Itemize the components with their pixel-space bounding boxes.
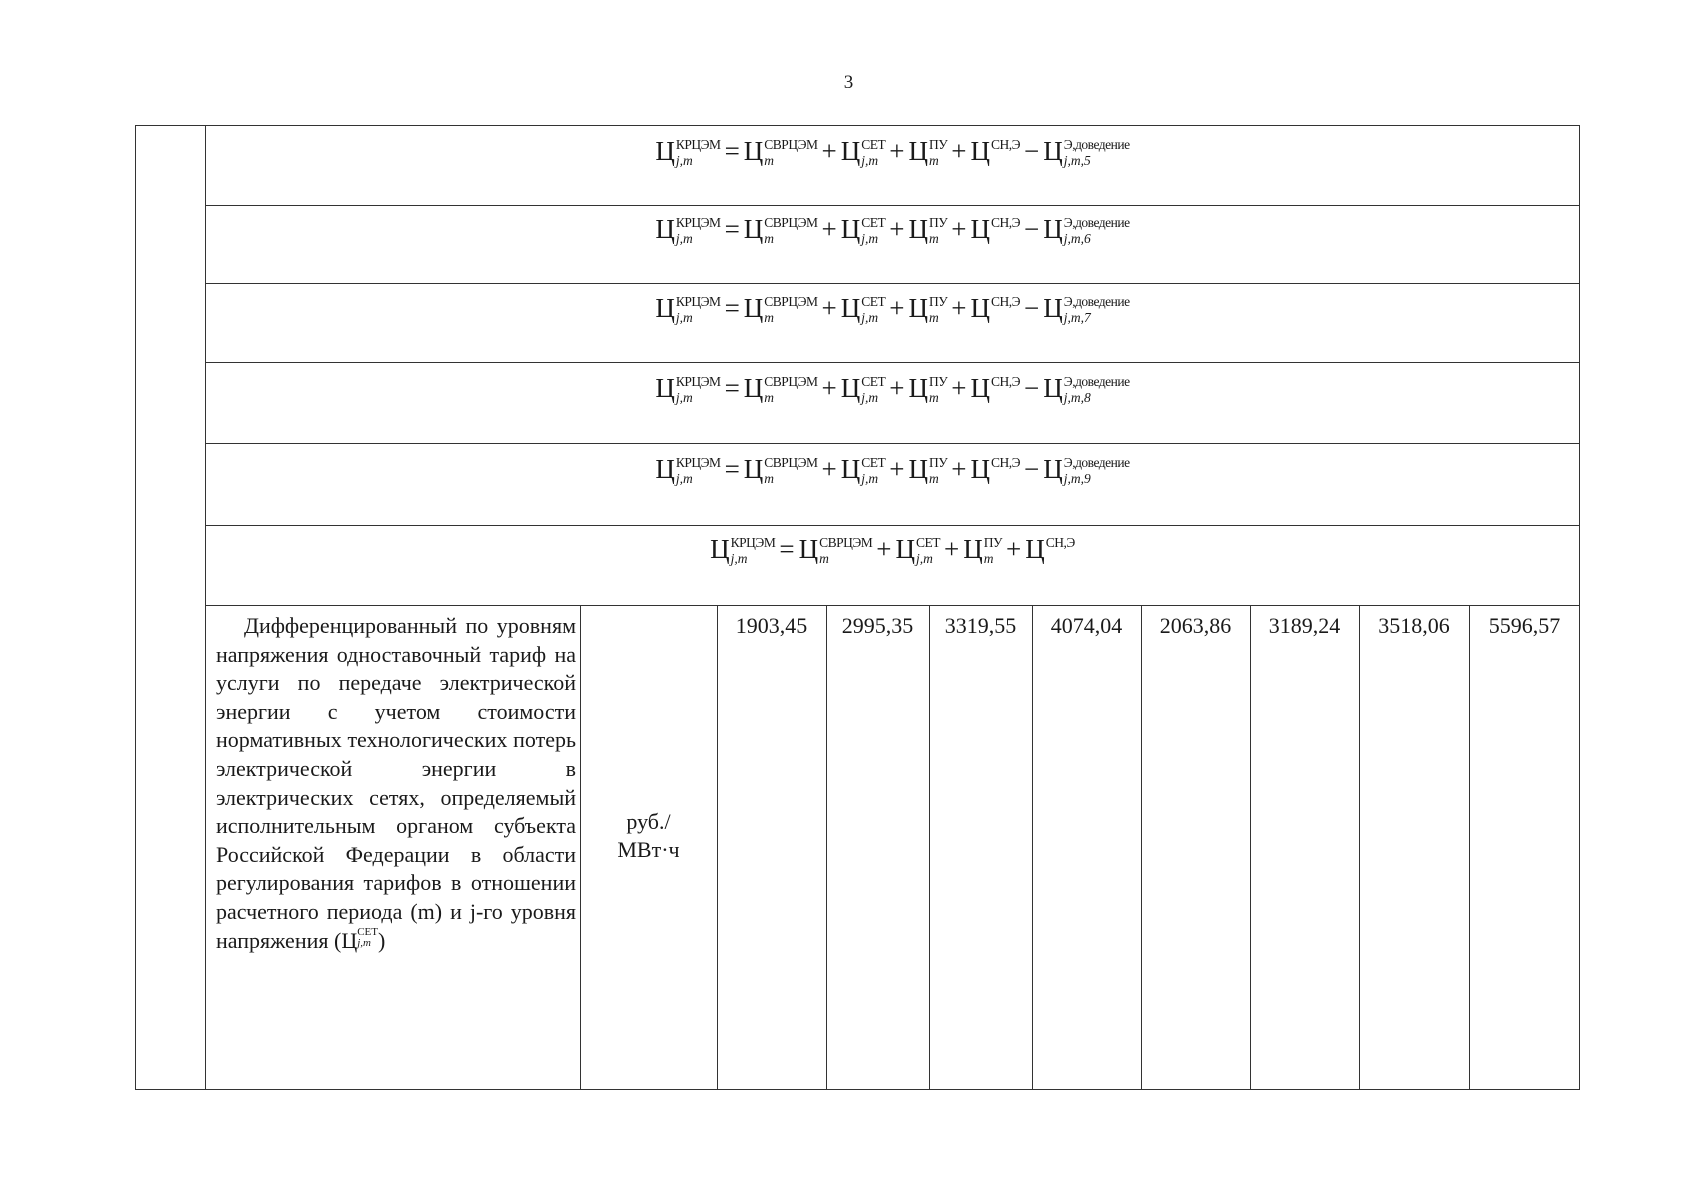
term-base: Ц: [1043, 136, 1063, 166]
term-subscript: m: [764, 310, 775, 326]
value-cell: 3319,55: [944, 613, 1017, 638]
term-subscript: j,m: [675, 471, 693, 487]
formula-operator: +: [889, 293, 905, 323]
term-superscript: СВРЦЭМ: [764, 374, 818, 389]
formula-operator: =: [724, 293, 740, 323]
term-base: Ц: [840, 454, 861, 484]
term-base: Ц: [743, 214, 764, 244]
term-base: Ц: [743, 373, 764, 403]
term-superscript: СВРЦЭМ: [764, 215, 818, 230]
formula-term: [799, 536, 873, 566]
formula-operator: +: [944, 534, 960, 564]
term-subscript: m: [764, 390, 775, 406]
formula-term: [908, 138, 947, 168]
term-superscript: Э,доведение: [1063, 137, 1130, 152]
formula-operator: +: [821, 454, 837, 484]
term-superscript: СН,Э: [991, 455, 1021, 470]
row-divider: [205, 525, 1580, 526]
formula-term: [1043, 375, 1129, 405]
term-superscript: ПУ: [928, 137, 948, 152]
term-superscript: Э,доведение: [1063, 455, 1130, 470]
term-superscript: КРЦЭМ: [675, 455, 721, 470]
formula-term: [1043, 138, 1129, 168]
formula-term: [1043, 456, 1129, 486]
formula-row: [205, 456, 1580, 486]
term-base: Ц: [743, 293, 764, 323]
term-superscript: СЕТ: [861, 374, 886, 389]
term-subscript: m: [764, 153, 775, 169]
term-base: Ц: [655, 136, 675, 166]
formula-term: [908, 216, 947, 246]
formula-operator: +: [821, 214, 837, 244]
term-superscript: СН,Э: [991, 137, 1021, 152]
formula-term: [744, 456, 818, 486]
value-cell: 4074,04: [1050, 613, 1123, 638]
formula-operator: =: [724, 454, 740, 484]
term-base: Ц: [1025, 534, 1045, 564]
term-subscript: m: [819, 551, 829, 567]
term-superscript: КРЦЭМ: [730, 535, 776, 550]
value-cell: 5596,57: [1488, 613, 1561, 638]
term-superscript: СЕТ: [861, 215, 886, 230]
term-subscript: j,m: [861, 471, 879, 487]
term-superscript: ПУ: [928, 455, 948, 470]
formula-operator: +: [889, 136, 905, 166]
term-subscript: j,m: [916, 551, 933, 567]
term-base: Ц: [908, 373, 928, 403]
formula-operator: +: [889, 373, 905, 403]
term-superscript: Э,доведение: [1063, 374, 1130, 389]
column-divider: [1469, 605, 1470, 1090]
formula-term: [744, 295, 818, 325]
term-base: Ц: [655, 214, 675, 244]
formula-row: [205, 216, 1580, 246]
formula-row: [205, 375, 1580, 405]
term-base: Ц: [895, 534, 915, 564]
formula-operator: =: [724, 136, 740, 166]
unit-cell: [580, 808, 717, 864]
formula-operator: +: [951, 373, 967, 403]
formula-operator: −: [1024, 214, 1040, 244]
column-divider: [1141, 605, 1142, 1090]
formula-operator: =: [779, 534, 795, 564]
term-base: Ц: [655, 373, 675, 403]
tariff-description: [216, 612, 576, 955]
term-superscript: КРЦЭМ: [675, 215, 721, 230]
formula-term: [655, 375, 720, 405]
term-base: Ц: [743, 136, 764, 166]
formula-operator: +: [876, 534, 892, 564]
formula-term: [971, 456, 1021, 483]
value-cell: 3189,24: [1268, 613, 1341, 638]
formula-operator: −: [1024, 373, 1040, 403]
term-base: Ц: [743, 454, 764, 484]
formula-term: [908, 456, 947, 486]
term-base: Ц: [840, 293, 861, 323]
formula-term: [1043, 295, 1129, 325]
term-subscript: j,m: [730, 551, 748, 567]
formula-operator: −: [1024, 454, 1040, 484]
term-base: Ц: [1043, 214, 1063, 244]
term-base: Ц: [970, 136, 990, 166]
term-base: Ц: [840, 373, 861, 403]
row-divider: [205, 283, 1580, 284]
value-cell: 2995,35: [841, 613, 914, 638]
term-base: Ц: [655, 454, 675, 484]
term-subscript: j,m: [861, 310, 879, 326]
term-superscript: СВРЦЭМ: [819, 535, 873, 550]
term-base: Ц: [970, 214, 990, 244]
formula-operator: +: [1006, 534, 1022, 564]
formula-operator: +: [951, 136, 967, 166]
column-divider: [1250, 605, 1251, 1090]
term-superscript: СН,Э: [991, 215, 1021, 230]
term-superscript: КРЦЭМ: [675, 294, 721, 309]
symbol-base: Ц: [341, 927, 358, 953]
term-base: Ц: [840, 214, 861, 244]
formula-term: [971, 138, 1021, 165]
formula-operator: +: [889, 214, 905, 244]
formula-term: [971, 216, 1021, 243]
term-base: Ц: [908, 214, 928, 244]
formula-term: [1043, 216, 1129, 246]
term-subscript: j,m,6: [1063, 231, 1091, 247]
term-base: Ц: [1043, 454, 1063, 484]
formula-term: [971, 295, 1021, 322]
value-cell: 2063,86: [1159, 613, 1232, 638]
formula-term: [841, 295, 886, 325]
formula-operator: +: [951, 214, 967, 244]
term-base: Ц: [908, 293, 928, 323]
term-superscript: КРЦЭМ: [675, 137, 721, 152]
symbol-sub: j,m: [357, 937, 371, 950]
term-base: Ц: [963, 534, 983, 564]
formula-row: [205, 295, 1580, 325]
term-base: Ц: [970, 293, 990, 323]
term-superscript: СВРЦЭМ: [764, 294, 818, 309]
formula-term: [841, 375, 886, 405]
formula-operator: =: [724, 214, 740, 244]
term-superscript: СЕТ: [861, 455, 886, 470]
formula-term: [841, 138, 886, 168]
term-subscript: m: [764, 231, 775, 247]
formula-operator: −: [1024, 136, 1040, 166]
symbol-sup: СЕТ: [357, 925, 378, 938]
formula-operator: =: [724, 373, 740, 403]
term-subscript: j,m: [675, 231, 693, 247]
tariff-symbol: [334, 927, 385, 956]
formula-term: [1025, 536, 1075, 563]
formula-term: [841, 216, 886, 246]
column-divider: [1359, 605, 1360, 1090]
formula-term: [963, 536, 1002, 566]
term-superscript: СВРЦЭМ: [764, 137, 818, 152]
term-subscript: j,m,9: [1063, 471, 1091, 487]
symbol-close-paren: ): [377, 927, 386, 953]
term-subscript: j,m: [861, 390, 879, 406]
formula-row: [205, 536, 1580, 566]
formula-term: [841, 456, 886, 486]
term-superscript: СВРЦЭМ: [764, 455, 818, 470]
formula-operator: +: [821, 136, 837, 166]
formula-term: [744, 216, 818, 246]
term-subscript: m: [928, 153, 939, 169]
row-divider: [205, 605, 1580, 606]
term-subscript: m: [928, 310, 939, 326]
formula-operator: +: [889, 454, 905, 484]
term-superscript: СН,Э: [991, 294, 1021, 309]
formula-operator: −: [1024, 293, 1040, 323]
formula-term: [744, 138, 818, 168]
term-superscript: Э,доведение: [1063, 294, 1130, 309]
term-base: Ц: [840, 136, 861, 166]
term-subscript: m: [928, 390, 939, 406]
term-superscript: СЕТ: [916, 535, 940, 550]
formula-term: [971, 375, 1021, 402]
symbol-open-paren: (: [333, 927, 342, 953]
formula-term: [655, 456, 720, 486]
term-subscript: j,m: [675, 153, 693, 169]
term-subscript: m: [983, 551, 994, 567]
term-base: Ц: [970, 454, 990, 484]
formula-operator: +: [821, 373, 837, 403]
term-superscript: Э,доведение: [1063, 215, 1130, 230]
unit-line-1: руб./: [626, 809, 671, 834]
tariff-description-text: Дифференцированный по уровням напряжения одноставочный тариф на услуги по передаче электрической энергии с учетом стоимости нормативных технологических потерь электрической энергии в электрических сетях, определяемый исполнительным органом субъекта Российской Федерации в области регулирования тарифов в отношении расчетного периода (m) и j-го уровня напряжения: [216, 613, 576, 953]
term-superscript: СН,Э: [991, 374, 1021, 389]
term-subscript: j,m: [861, 231, 879, 247]
term-base: Ц: [798, 534, 819, 564]
unit-line-2: МВт·ч: [617, 837, 680, 862]
term-base: Ц: [970, 373, 990, 403]
term-subscript: m: [764, 471, 775, 487]
row-divider: [205, 205, 1580, 206]
row-divider: [205, 362, 1580, 363]
formula-term: [908, 295, 947, 325]
formula-term: [655, 138, 720, 168]
term-subscript: j,m: [861, 153, 879, 169]
formula-term: [896, 536, 941, 566]
term-superscript: ПУ: [928, 215, 948, 230]
term-base: Ц: [908, 454, 928, 484]
value-cell: 1903,45: [735, 613, 808, 638]
term-subscript: j,m: [675, 310, 693, 326]
formula-term: [655, 295, 720, 325]
formula-row: [205, 138, 1580, 168]
term-superscript: СЕТ: [861, 137, 886, 152]
formula-term: [908, 375, 947, 405]
term-base: Ц: [1043, 293, 1063, 323]
column-divider: [929, 605, 930, 1090]
term-superscript: ПУ: [983, 535, 1003, 550]
term-base: Ц: [710, 534, 730, 564]
term-base: Ц: [1043, 373, 1063, 403]
term-subscript: j,m: [675, 390, 693, 406]
term-superscript: КРЦЭМ: [675, 374, 721, 389]
formula-term: [710, 536, 775, 566]
term-superscript: ПУ: [928, 294, 948, 309]
row-divider: [205, 443, 1580, 444]
formula-operator: +: [821, 293, 837, 323]
term-subscript: j,m,5: [1063, 153, 1091, 169]
term-base: Ц: [908, 136, 928, 166]
column-divider: [205, 125, 206, 1090]
formula-operator: +: [951, 293, 967, 323]
term-superscript: ПУ: [928, 374, 948, 389]
formula-term: [655, 216, 720, 246]
page-number: 3: [843, 72, 854, 93]
formula-term: [744, 375, 818, 405]
term-base: Ц: [655, 293, 675, 323]
term-subscript: m: [928, 231, 939, 247]
column-divider: [826, 605, 827, 1090]
term-superscript: СЕТ: [861, 294, 886, 309]
term-subscript: m: [928, 471, 939, 487]
value-cell: 3518,06: [1378, 613, 1450, 638]
column-divider: [717, 605, 718, 1090]
term-subscript: j,m,8: [1063, 390, 1091, 406]
formula-operator: +: [951, 454, 967, 484]
term-subscript: j,m,7: [1063, 310, 1091, 326]
term-superscript: СН,Э: [1045, 535, 1075, 550]
column-divider: [1032, 605, 1033, 1090]
